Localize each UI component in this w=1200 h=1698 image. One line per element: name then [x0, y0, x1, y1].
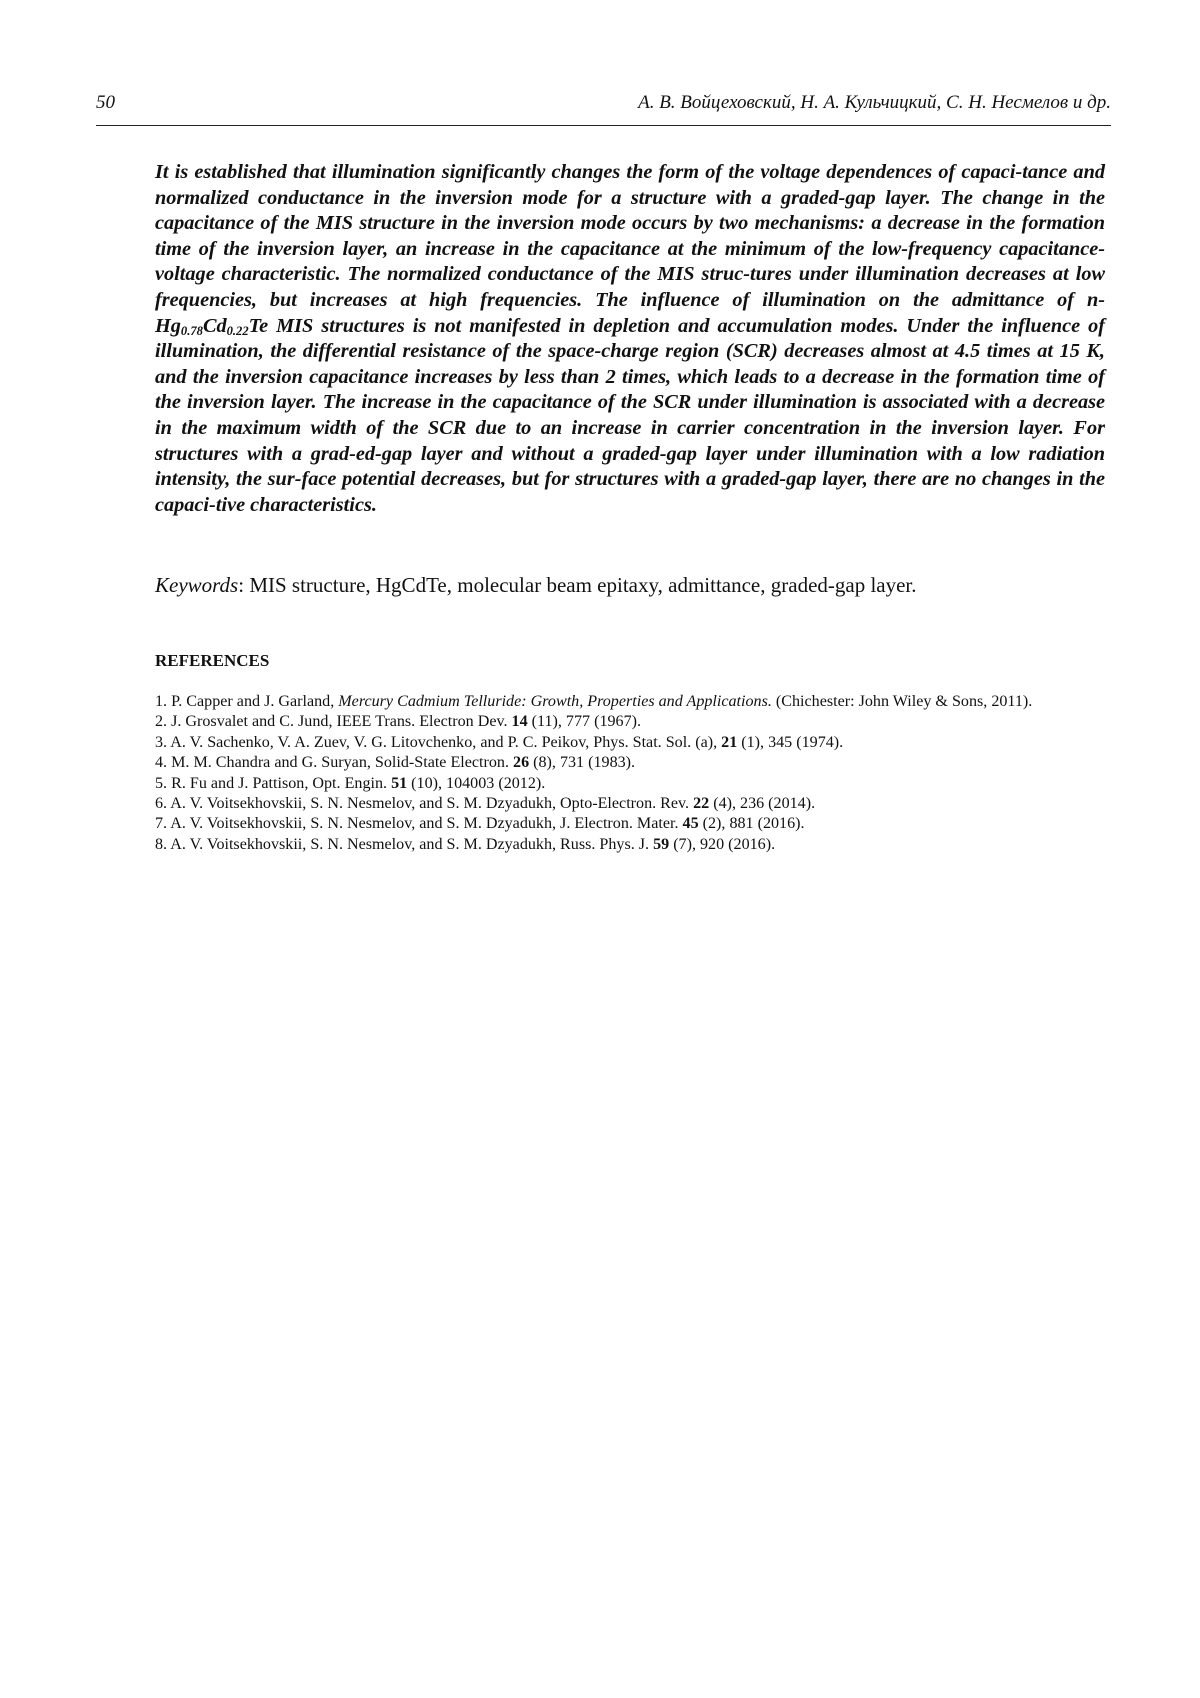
keywords-label: Keywords — [155, 573, 238, 597]
reference-item — [155, 794, 1105, 814]
reference-list — [155, 692, 1105, 855]
reference-authors: A. V. Voitsekhovskii, S. N. Nesmelov, and S. M. Dzyadukh, Opto-Electron. Rev. — [170, 795, 693, 812]
journal-page — [0, 0, 1200, 1698]
running-head-authors: А. В. Войцеховский, Н. А. Кульчицкий, С. Н. Несмелов и др. — [638, 92, 1111, 114]
reference-item — [155, 835, 1105, 855]
reference-item — [155, 814, 1105, 834]
abstract-text-part-2: MIS structures is not manifested in depletion and accumulation modes. Under the influence of illumination, the differential resistance of the space-charge region (SCR) decreases almost at 4.5 times at 15 K, and the inversion capacitance increases by less than 2 times, which leads to a decrease in the formation time of the inversion layer. The increase in the capacitance of the SCR under illumination is associated with a decrease in the maximum width of the SCR due to an increase in carrier concentration in the inversion layer. For structures with a grad-ed-gap layer and without a graded-gap layer under illumination with a low radiation intensity, the sur-face potential decreases, but for structures with a graded-gap layer, there are no changes in the capaci-tive characteristics. — [155, 315, 1105, 516]
reference-number: 3. — [155, 734, 170, 751]
reference-source: (8), 731 (1983). — [529, 754, 635, 771]
reference-authors: A. V. Sachenko, V. A. Zuev, V. G. Litovchenko, and P. C. Peikov, Phys. Stat. Sol. (a), — [170, 734, 721, 751]
reference-volume: 21 — [721, 734, 737, 751]
reference-source: (Chichester: John Wiley & Sons, 2011). — [772, 693, 1032, 710]
formula-te: Te — [249, 315, 269, 337]
reference-number: 8. — [155, 836, 170, 853]
references-heading: REFERENCES — [155, 650, 269, 672]
reference-volume: 45 — [683, 815, 699, 832]
reference-authors: R. Fu and J. Pattison, Opt. Engin. — [171, 775, 391, 792]
reference-source: (7), 920 (2016). — [669, 836, 775, 853]
formula-hg: n-Hg — [155, 289, 1105, 337]
reference-volume: 26 — [513, 754, 529, 771]
reference-number: 4. — [155, 754, 171, 771]
abstract-text-part-1: It is established that illumination significantly changes the form of the voltage dependences of capaci-tance and normalized conductance in the inversion mode for a structure with a graded-gap layer. The change in the capacitance of the MIS structure in the inversion mode occurs by two mechanisms: a decrease in the formation time of the inversion layer, an increase in the capacitance at the minimum of the low-frequency capacitance-voltage characteristic. The normalized conductance of the MIS struc-tures under illumination decreases at low frequencies, but increases at high frequencies. The influence of illumination on the admittance of — [155, 161, 1105, 311]
keywords-separator: : — [238, 573, 249, 597]
running-head — [96, 92, 1111, 120]
formula-cd: Cd — [203, 315, 227, 337]
reference-source: (11), 777 (1967). — [528, 713, 641, 730]
reference-number: 5. — [155, 775, 171, 792]
reference-number: 1. — [155, 693, 171, 710]
reference-source: (1), 345 (1974). — [737, 734, 843, 751]
reference-source: (10), 104003 (2012). — [407, 775, 545, 792]
reference-volume: 51 — [391, 775, 407, 792]
reference-volume: 22 — [693, 795, 709, 812]
formula-hg-subscript: 0.78 — [181, 324, 203, 338]
reference-item — [155, 712, 1105, 732]
keywords-text: MIS structure, HgCdTe, molecular beam epitaxy, admittance, graded-gap layer. — [249, 573, 916, 597]
header-rule — [96, 125, 1111, 126]
reference-item — [155, 753, 1105, 773]
reference-authors: A. V. Voitsekhovskii, S. N. Nesmelov, and S. M. Dzyadukh, J. Electron. Mater. — [170, 815, 682, 832]
reference-number: 6. — [155, 795, 170, 812]
reference-item — [155, 733, 1105, 753]
reference-number: 7. — [155, 815, 170, 832]
reference-authors: M. M. Chandra and G. Suryan, Solid-State Electron. — [171, 754, 513, 771]
reference-authors: J. Grosvalet and C. Jund, IEEE Trans. Electron Dev. — [171, 713, 511, 730]
reference-authors: A. V. Voitsekhovskii, S. N. Nesmelov, and S. M. Dzyadukh, Russ. Phys. J. — [170, 836, 653, 853]
reference-number: 2. — [155, 713, 171, 730]
reference-item — [155, 692, 1105, 712]
reference-volume: 14 — [512, 713, 528, 730]
reference-source: (2), 881 (2016). — [699, 815, 805, 832]
reference-source: (4), 236 (2014). — [709, 795, 815, 812]
formula-cd-subscript: 0.22 — [227, 324, 249, 338]
keywords — [155, 572, 1105, 598]
reference-volume: 59 — [653, 836, 669, 853]
reference-title: Mercury Cadmium Telluride: Growth, Properties and Applications. — [338, 693, 772, 710]
page-number: 50 — [96, 92, 115, 114]
abstract — [155, 160, 1105, 518]
reference-authors: P. Capper and J. Garland, — [171, 693, 338, 710]
reference-item — [155, 774, 1105, 794]
